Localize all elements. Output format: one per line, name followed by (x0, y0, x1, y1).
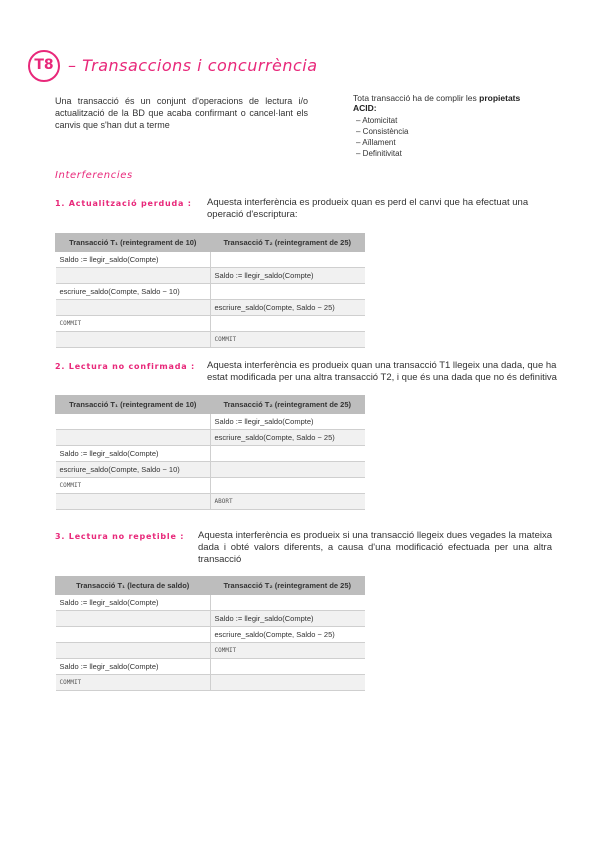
table-cell (210, 478, 365, 494)
table-cell (210, 316, 365, 332)
table-row (56, 659, 365, 675)
acid-lead-bold: propietats ACID: (353, 93, 521, 113)
interference-heading-2: 2. Lectura no confirmada : (55, 362, 196, 371)
table-cell (210, 659, 365, 675)
table-row (56, 494, 365, 510)
table-header: Transacció T₂ (reintegrament de 25) (210, 234, 365, 252)
table-cell (56, 414, 211, 430)
table-row (56, 675, 365, 691)
table-cell (210, 284, 365, 300)
acid-lead-prefix: Tota transacció ha de complir les (353, 93, 480, 103)
table-cell: COMMIT (210, 332, 365, 348)
table-cell (210, 446, 365, 462)
interference-description-1: Aquesta interferència es produeix quan es perd el canvi que ha efectuat una operació d'escriptura: (207, 197, 529, 220)
acid-properties-box (353, 93, 540, 158)
table-cell (210, 595, 365, 611)
table-cell (210, 252, 365, 268)
table-cell (56, 643, 211, 659)
table-row (56, 252, 365, 268)
acid-item: – Definitivitat (356, 148, 540, 159)
table-cell: Saldo := llegir_saldo(Compte) (56, 659, 211, 675)
acid-item: – Consistència (356, 126, 540, 137)
table-cell: ABORT (210, 494, 365, 510)
interference-description-3: Aquesta interferència es produeix si una transacció llegeix dues vegades la mateixa dada i obté valors diferents, a causa d'una modificació efectuada per una altra transacció (198, 530, 552, 565)
table-row (56, 627, 365, 643)
table-cell: Saldo := llegir_saldo(Compte) (210, 268, 365, 284)
table-header: Transacció T₂ (reintegrament de 25) (210, 396, 365, 414)
table-cell (56, 494, 211, 510)
table-header: Transacció T₁ (lectura de saldo) (56, 577, 211, 595)
table-row (56, 414, 365, 430)
table-row (56, 643, 365, 659)
table-row (56, 595, 365, 611)
table-cell: escriure_saldo(Compte, Saldo − 25) (210, 627, 365, 643)
table-cell: Saldo := llegir_saldo(Compte) (56, 252, 211, 268)
acid-item: – Atomicitat (356, 115, 540, 126)
table-cell: COMMIT (56, 478, 211, 494)
interference-heading-1: 1. Actualització perduda : (55, 199, 192, 208)
table-cell (56, 300, 211, 316)
table-cell: escriure_saldo(Compte, Saldo − 25) (210, 430, 365, 446)
interference-table-3 (55, 576, 365, 691)
table-cell (56, 332, 211, 348)
table-cell: escriure_saldo(Compte, Saldo − 25) (210, 300, 365, 316)
section-title: Interferencies (55, 170, 133, 181)
interference-table-1 (55, 233, 365, 348)
table-row (56, 268, 365, 284)
table-row (56, 430, 365, 446)
table-cell: escriure_saldo(Compte, Saldo − 10) (56, 284, 211, 300)
table-header: Transacció T₂ (reintegrament de 25) (210, 577, 365, 595)
acid-lead (353, 93, 540, 113)
intro-paragraph: Una transacció és un conjunt d'operacions de lectura i/o actualització de la BD que acaba confirmant o cancel·lant els canvis que s'han dut a terme (55, 96, 308, 130)
table-cell: escriure_saldo(Compte, Saldo − 10) (56, 462, 211, 478)
table-row (56, 611, 365, 627)
table-cell (56, 268, 211, 284)
table-cell (210, 675, 365, 691)
table-cell (56, 430, 211, 446)
table-row (56, 462, 365, 478)
table-cell: Saldo := llegir_saldo(Compte) (210, 611, 365, 627)
table-row (56, 332, 365, 348)
topic-badge: T8 (28, 50, 60, 82)
table-cell: COMMIT (56, 675, 211, 691)
acid-item: – Aïllament (356, 137, 540, 148)
page-title: – Transaccions i concurrència (68, 56, 318, 75)
table-row (56, 316, 365, 332)
table-cell: COMMIT (210, 643, 365, 659)
table-cell (210, 462, 365, 478)
table-row (56, 284, 365, 300)
interference-heading-3: 3. Lectura no repetible : (55, 532, 185, 541)
table-cell (56, 611, 211, 627)
table-cell: Saldo := llegir_saldo(Compte) (56, 595, 211, 611)
table-cell: COMMIT (56, 316, 211, 332)
acid-list (353, 115, 540, 159)
table-row (56, 446, 365, 462)
interference-description-2: Aquesta interferència es produeix quan una transacció T1 llegeix una dada, que ha estat modificada per una altra transacció T2, i que és una dada que no és definitiva (207, 360, 557, 383)
table-cell (56, 627, 211, 643)
table-row (56, 478, 365, 494)
table-row (56, 300, 365, 316)
table-header: Transacció T₁ (reintegrament de 10) (56, 234, 211, 252)
table-header: Transacció T₁ (reintegrament de 10) (56, 396, 211, 414)
interference-table-2 (55, 395, 365, 510)
table-cell: Saldo := llegir_saldo(Compte) (56, 446, 211, 462)
table-cell: Saldo := llegir_saldo(Compte) (210, 414, 365, 430)
